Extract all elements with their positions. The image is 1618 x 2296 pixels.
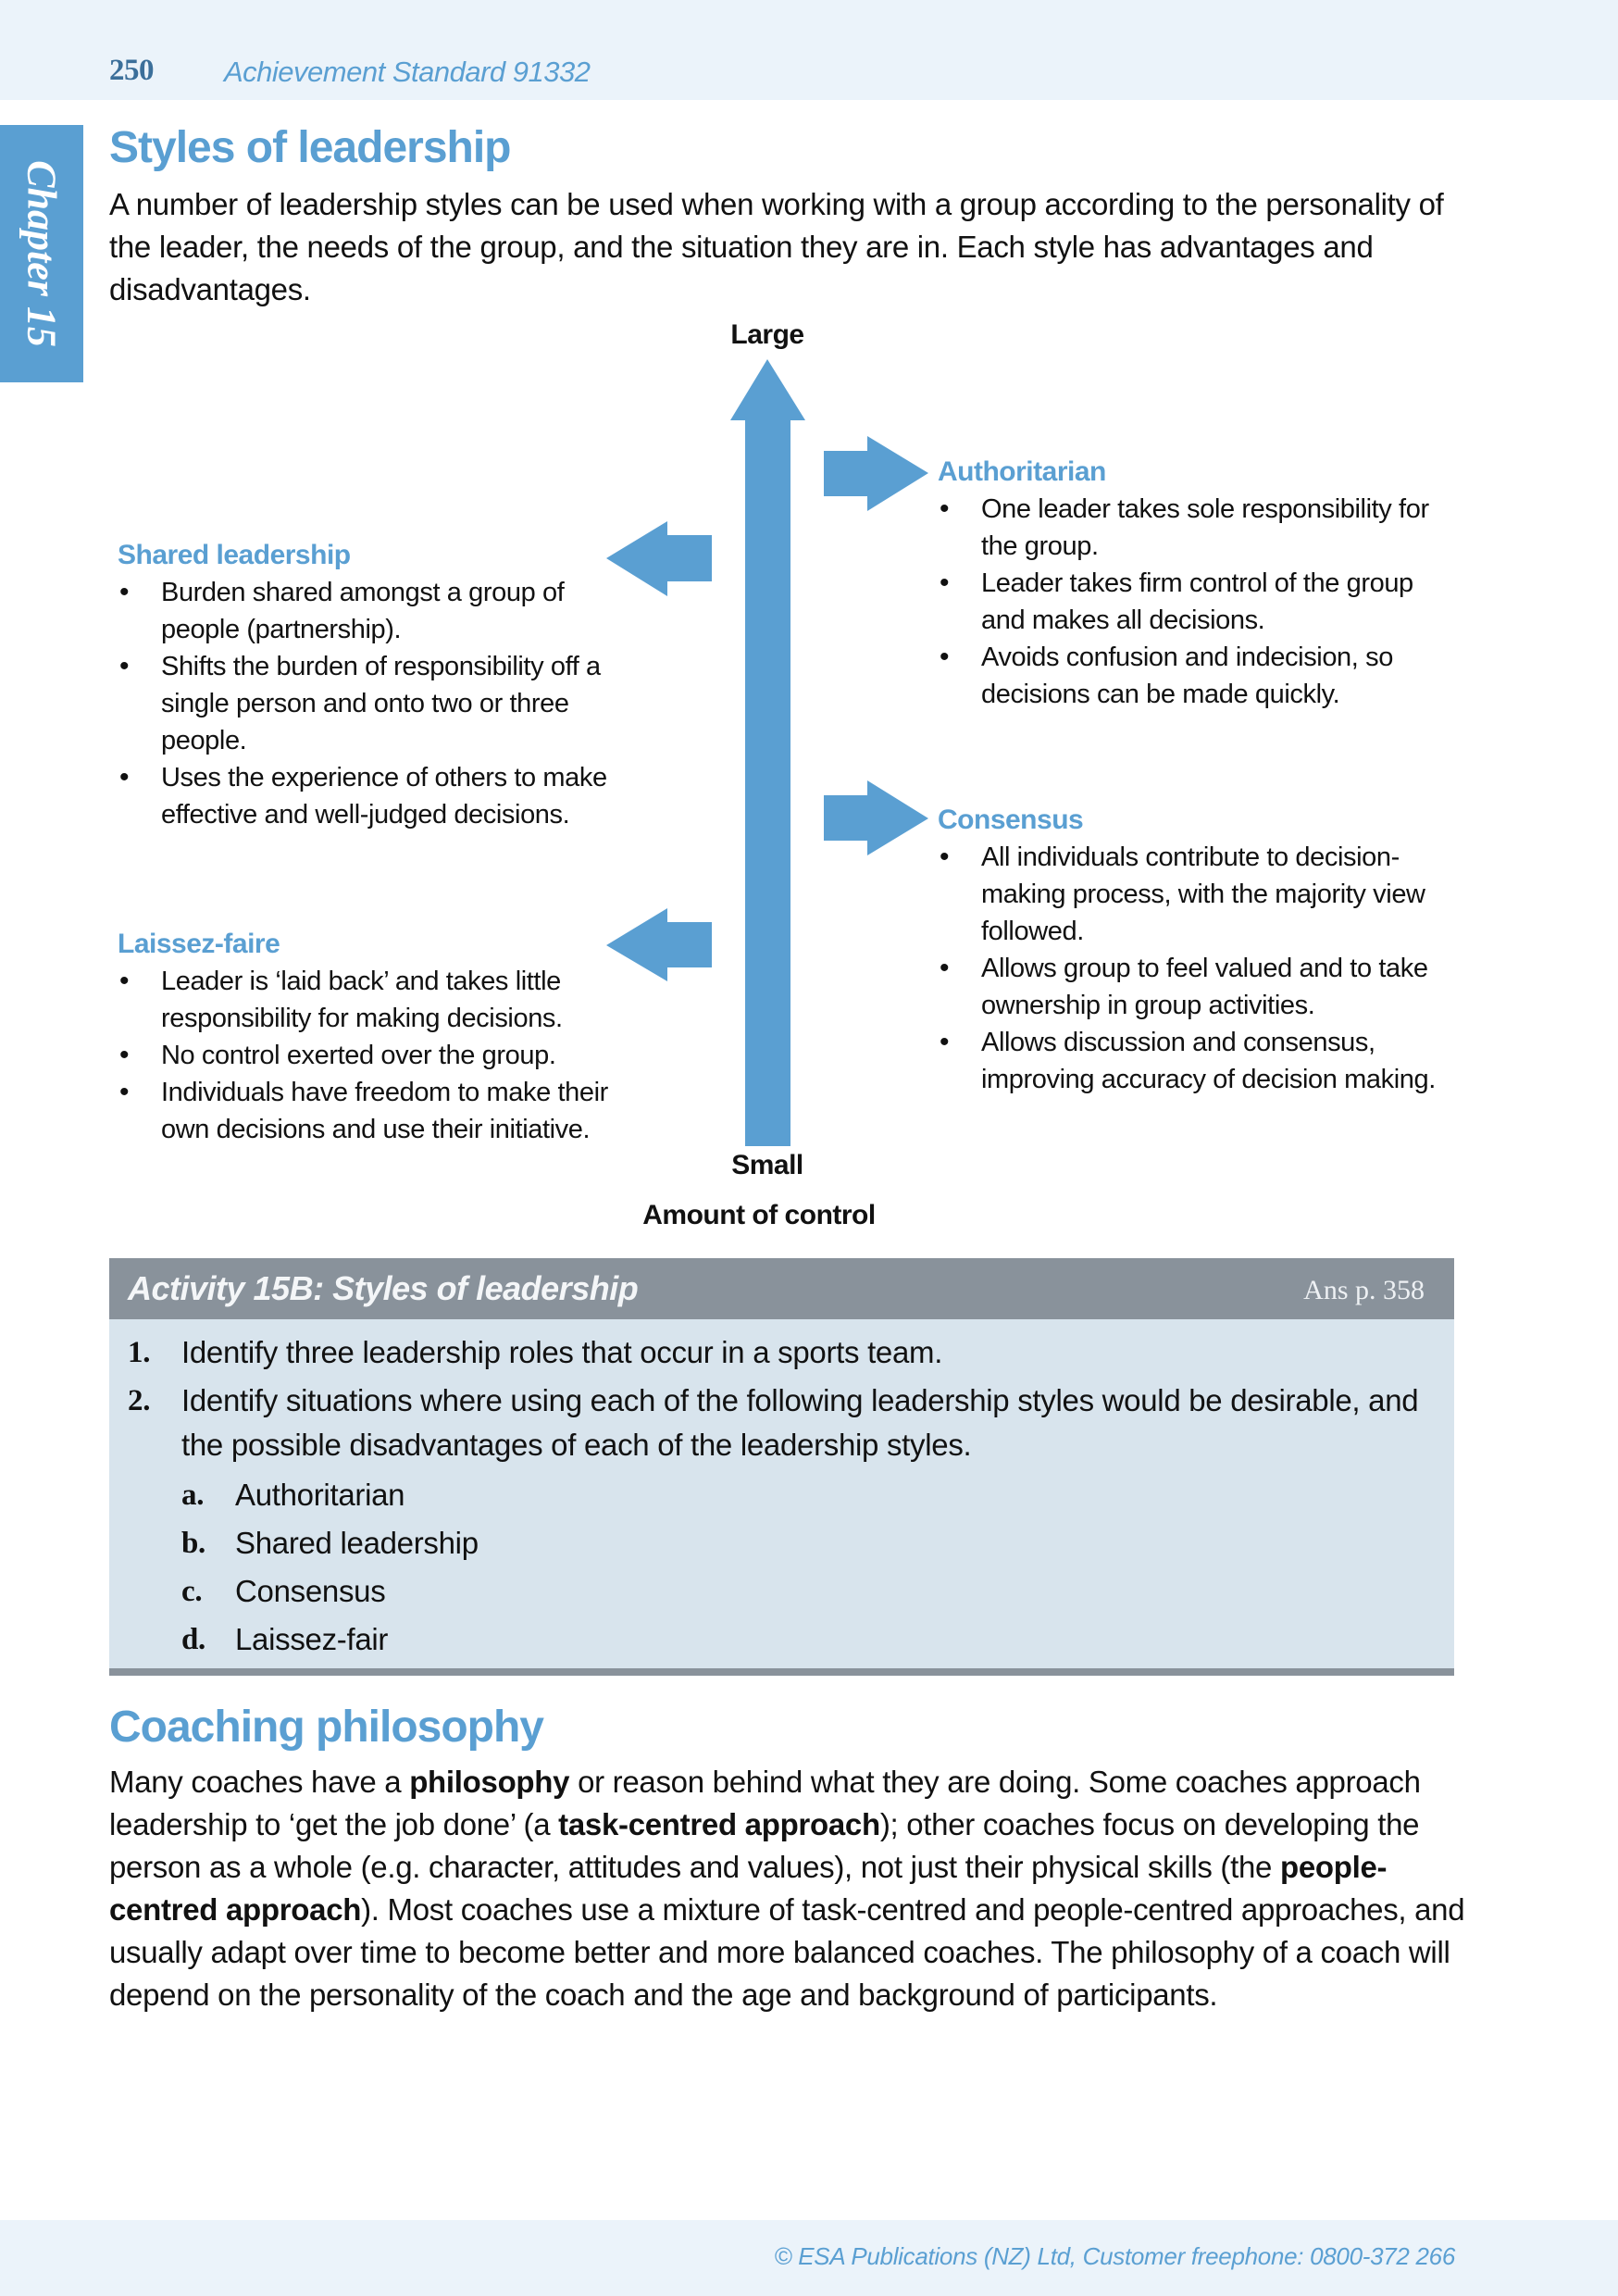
answer-reference: Ans p. 358 <box>1303 1275 1425 1305</box>
question-text: Identify situations where using each of the following leadership styles would be desirable, and the possible disadvantages of each of the leadership styles. <box>181 1383 1419 1462</box>
control-axis-arrow-icon <box>730 359 805 1146</box>
key-term-people-centred: people-centred approach <box>109 1850 1388 1927</box>
activity-header <box>109 1258 1454 1319</box>
subitem-letter: d. <box>181 1623 206 1656</box>
footer-copyright: © ESA Publications (NZ) Ltd, Customer freephone: 0800-372 266 <box>774 2242 1455 2270</box>
arrow-right-consensus-icon <box>824 780 928 855</box>
activity-subitem <box>181 1617 388 1662</box>
section-title-coaching-philosophy: Coaching philosophy <box>109 1703 543 1752</box>
arrow-left-shared-icon <box>606 521 712 596</box>
activity-bottom-rule <box>109 1668 1454 1676</box>
subitem-letter: a. <box>181 1479 205 1512</box>
activity-subitem <box>181 1569 385 1614</box>
question-text: Identify three leadership roles that occur in a sports team. <box>181 1335 943 1369</box>
axis-top-label: Large <box>730 319 804 350</box>
question-number: 2. <box>128 1384 151 1417</box>
chapter-tab-label: Chapter 15 <box>19 160 65 347</box>
style-bullet: • Shifts the burden of responsibility off a single person and onto two or three people. <box>118 648 617 759</box>
style-authoritarian <box>938 454 1456 713</box>
section-title-styles-of-leadership: Styles of leadership <box>109 123 511 172</box>
page-number: 250 <box>109 54 154 87</box>
question-number: 1. <box>128 1336 151 1369</box>
style-bullet: • Burden shared amongst a group of people (partnership). <box>118 574 617 648</box>
paragraph-text: ); other coaches focus on developing the person as a whole (e.g. character, attitudes and values), not just their physical skills (the <box>109 1807 1420 1884</box>
style-bullet: • Uses the experience of others to make effective and well-judged decisions. <box>118 759 617 833</box>
axis-bottom-label: Small <box>731 1150 803 1180</box>
activity-box <box>109 1258 1454 1676</box>
style-heading: Laissez-faire <box>118 929 280 959</box>
activity-question <box>128 1330 1424 1375</box>
subitem-letter: b. <box>181 1527 206 1560</box>
arrow-left-laissez-faire-icon <box>606 908 712 981</box>
style-shared-leadership <box>118 537 617 833</box>
style-bullet: • No control exerted over the group. <box>118 1037 617 1074</box>
arrow-right-authoritarian-icon <box>824 436 928 511</box>
activity-subitem <box>181 1521 479 1566</box>
style-bullet: • Leader takes firm control of the group and makes all decisions. <box>938 565 1456 639</box>
style-bullet: • All individuals contribute to decision-making process, with the majority view followed. <box>938 839 1438 950</box>
subitem-text: Authoritarian <box>235 1478 405 1512</box>
intro-paragraph: A number of leadership styles can be used when working with a group according to the personality of the leader, the needs of the group, and the situation they are in. Each style has advantages and disadvantages. <box>109 187 1444 306</box>
activity-question <box>128 1379 1424 1467</box>
activity-subitem <box>181 1473 404 1517</box>
key-term-philosophy: philosophy <box>409 1765 570 1799</box>
style-laissez-faire <box>118 926 617 1148</box>
subitem-text: Shared leadership <box>235 1526 479 1560</box>
style-heading: Authoritarian <box>938 456 1106 487</box>
axis-title: Amount of control <box>642 1200 876 1230</box>
paragraph-text: ). Most coaches use a mixture of task-centred and people-centred approaches, and usually adapt over time to become better and more balanced coaches. The philosophy of a coach will depend on the personality of the coach and the age and background of participants. <box>109 1892 1465 2012</box>
style-consensus <box>938 802 1438 1098</box>
style-bullet: • Avoids confusion and indecision, so decisions can be made quickly. <box>938 639 1456 713</box>
paragraph-text: Many coaches have a <box>109 1765 410 1799</box>
style-bullet: • One leader takes sole responsibility for the group. <box>938 491 1456 565</box>
style-heading: Consensus <box>938 805 1084 835</box>
subitem-letter: c. <box>181 1575 203 1608</box>
subitem-text: Laissez-fair <box>235 1622 389 1656</box>
activity-title: Activity 15B: Styles of leadership <box>128 1269 639 1307</box>
style-heading: Shared leadership <box>118 540 351 570</box>
style-bullet: • Allows discussion and consensus, improving accuracy of decision making. <box>938 1024 1438 1098</box>
style-bullet: • Individuals have freedom to make their own decisions and use their initiative. <box>118 1074 617 1148</box>
coaching-paragraph <box>109 1761 1470 2016</box>
paragraph-text: or reason behind what they are doing. Some coaches approach leadership to ‘get the job done’ (a <box>109 1765 1421 1841</box>
running-header-title: Achievement Standard 91332 <box>224 56 591 88</box>
key-term-task-centred: task-centred approach <box>558 1807 880 1841</box>
subitem-text: Consensus <box>235 1574 386 1608</box>
style-bullet: • Allows group to feel valued and to take ownership in group activities. <box>938 950 1438 1024</box>
style-bullet: • Leader is ‘laid back’ and takes little responsibility for making decisions. <box>118 963 617 1037</box>
